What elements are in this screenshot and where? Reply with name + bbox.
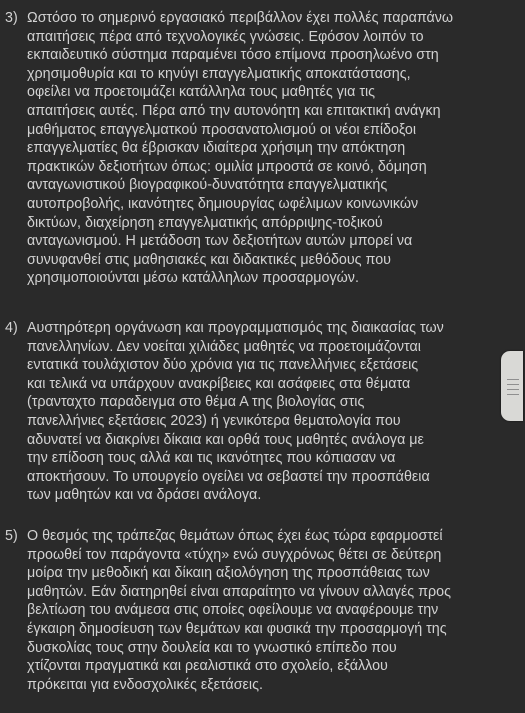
- list-number: 4): [5, 320, 18, 336]
- text-line: χτίζονται πραγματικά και ρεαλιστικά στο σχολείο, εξάλλου: [27, 658, 388, 675]
- scroll-handle-icon[interactable]: [501, 351, 523, 421]
- list-number: 3): [5, 10, 18, 26]
- text-line: αποκτήσουν. Το υπουργείο ογείλει να σεβαστεί την προσπάθεια: [27, 468, 430, 485]
- text-line: αυτοπροβολής, ικανότητες δημιουργίας ωφέλιμων κοινωνικών: [27, 196, 419, 212]
- text-line: και τελικά να υπάρχουν ανακρίβειες και ασάφειες στα θέματα: [27, 375, 411, 392]
- text-line: χρησιμοποιούνται μέσω κατάλληλων προσαρμογών.: [27, 270, 359, 287]
- text-line: των μαθητών και να δράσει ανάλογα.: [27, 487, 262, 504]
- text-line: πρόκειται για ενδοσχολικές εξετάσεις.: [27, 676, 263, 693]
- text-line: Ωστόσο το σημερινό εργασιακό περιβάλλον έχει πολλές παραπάνω: [27, 10, 454, 26]
- text-line: απαιτήσεις αυτές. Πέρα από την αυτονόητη και επιτακτική ανάγκη: [27, 103, 441, 119]
- text-line: πανελληνίων. Δεν νοείται χιλιάδες μαθητές να προετοιμάζονται: [27, 338, 421, 355]
- text-line: προωθεί τον παράγοντα «τύχη» ενώ συγχρόνως θέτει σε δεύτερη: [27, 546, 442, 563]
- text-line: Ο θεσμός της τράπεζας θεμάτων όπως έχει έως τώρα εφαρμοστεί: [27, 528, 443, 544]
- text-line: μοίρα την μεθοδική και δίκαιη αξιολόγηση της προσπάθειας των: [27, 565, 430, 582]
- text-line: μαθήματος επαγγελματκού προσανατολισμού οι νέοι επίδοξοι: [27, 121, 417, 138]
- text-line: εντατικά τουλάχιστον δύο χρόνια για τις πανελλήνιες εξετάσεις: [27, 357, 419, 374]
- text-line: την επίδοση τους αλλά και τις ικανότητες που κόπιασαν να: [27, 450, 396, 467]
- grip-line: [507, 384, 519, 385]
- text-line: ανταγωνισμού. Η μετάδοση των δεξιοτήτων αυτών μπορεί να: [27, 233, 413, 250]
- text-line: πανελλήνιες εξετάσεις 2023) ή γενικότερα θεματολογία που: [27, 413, 401, 429]
- list-number: 5): [5, 528, 18, 544]
- grip-line: [507, 379, 519, 380]
- text-line: αδυνατεί να διακρίνει δίκαια και ορθά τους μαθητές ανάλογα με: [27, 431, 424, 448]
- text-line: δικτύων, διαχείρηση επαγγελματικής απόρριψης-τοξικού: [27, 214, 383, 231]
- text-line: Αυστηρότερη οργάνωση και προγραμματισμός της διαικασίας των: [27, 320, 444, 336]
- grip-line: [507, 394, 519, 395]
- text-line: μαθητών. Εάν διατηρηθεί είναι απαραίτητο να γίνουν αλλαγές προς: [27, 583, 452, 600]
- text-line: συνυφανθεί στις μαθησιακές και διδακτικές μεθόδους που: [27, 251, 391, 268]
- text-line: βελτίωση του ανάμεσα στις οποίες οφείλουμε να αναφέρουμε την: [27, 602, 439, 619]
- text-line: (τρανταχτο παραδειγμα στο θέμα Α της βιολογίας στις: [27, 394, 365, 411]
- text-line: απαιτήσεις πέρα από τεχνολογικές γνώσεις. Εφόσον λοιπόν το: [27, 28, 424, 45]
- grip-line: [507, 389, 519, 390]
- text-line: χρησιμοθυρία και το κηνύγι επαγγελματικής αποκατάστασης,: [27, 65, 411, 82]
- text-line: οφείλει να προετοιμάζει κατάλληλα τους μαθητές για τις: [27, 84, 376, 101]
- text-line: δυσκολίας τους στην δουλεία και το γνωστικό επίπεδο που: [27, 639, 397, 656]
- text-line: έγκαιρη δημοσίευση των θεμάτων και φυσικά την προσαρμογή της: [27, 621, 447, 637]
- text-line: επαγγελματίες θα έβρισκαν ιδιαίτερα χρήσιμη την απόκτηση: [27, 140, 406, 157]
- text-line: ανταγωνιστικού βιογραφικού-δυνατότητα επαγγελματικής: [27, 177, 388, 194]
- text-line: εκπαιδευτικό σύστημα παραμένει τόσο επίμονα προσηλωένο στη: [27, 47, 439, 64]
- text-line: πρακτικών δεξιοτήτων όπως: ομιλία μπροστά σε κοινό, δόμηση: [27, 158, 427, 175]
